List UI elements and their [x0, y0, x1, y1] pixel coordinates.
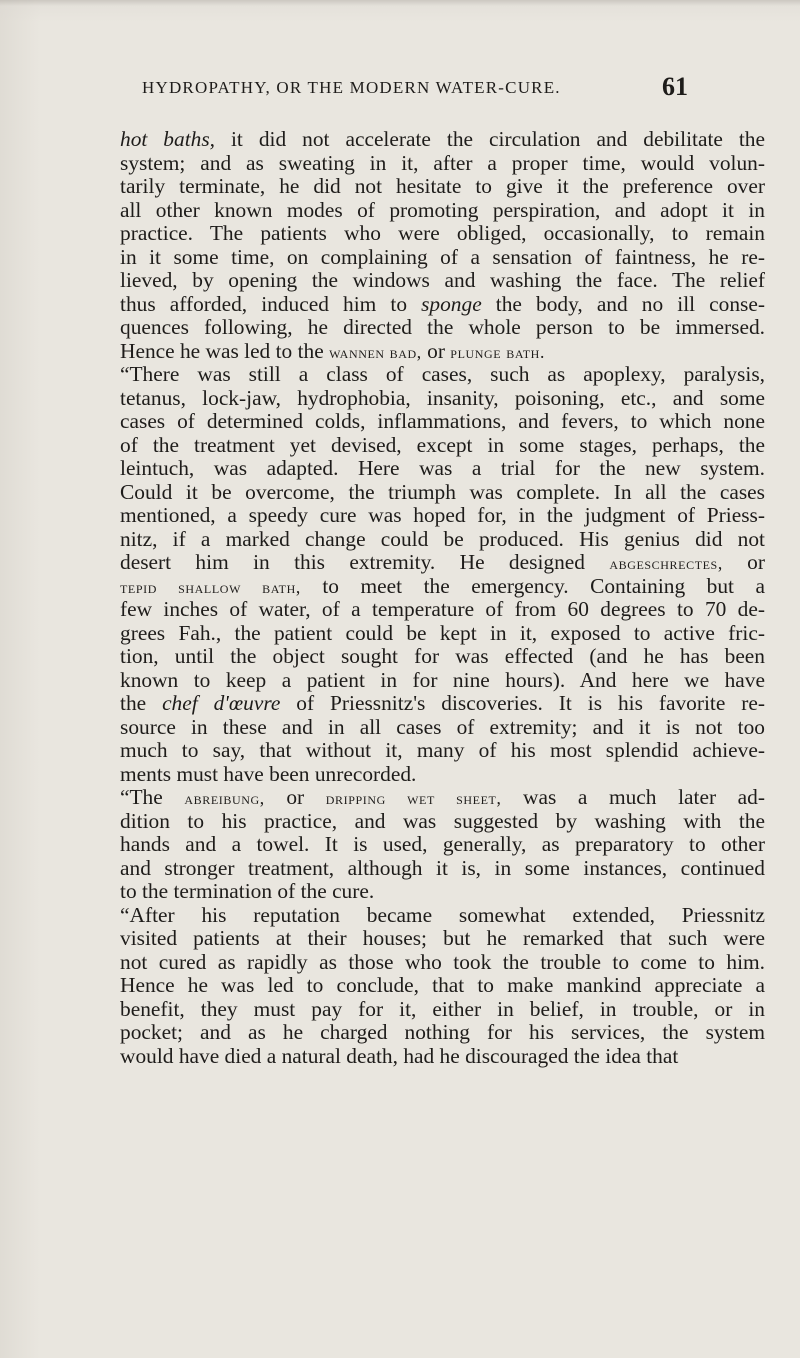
text-line — [120, 528, 765, 552]
text-line — [120, 810, 765, 834]
text-line — [120, 316, 765, 340]
text-run: thus afforded, induced him to — [120, 291, 422, 316]
text-run: grees Fah., the patient could be kept in it, exposed to active fric- — [120, 620, 765, 645]
text-line — [120, 387, 765, 411]
text-line — [120, 269, 765, 293]
text-run: “After his reputation became somewhat extended, Priessnitz — [120, 902, 765, 927]
text-line — [120, 222, 765, 246]
text-run: dition to his practice, and was suggested by washing with the — [120, 808, 765, 833]
text-line — [120, 833, 765, 857]
text-run: of the treatment yet devised, except in some stages, perhaps, the — [120, 432, 765, 457]
text-line — [120, 927, 765, 951]
text-run: it did not accelerate the circulation and debilitate the — [215, 127, 765, 151]
text-line — [120, 457, 765, 481]
italic-text: chef d'œuvre — [162, 691, 281, 715]
text-run: tion, until the object sought for was effected (and he has been — [120, 644, 765, 668]
text-line — [120, 669, 765, 693]
text-run: and stronger treatment, although it is, in some instances, continued — [120, 855, 765, 880]
text-run: “The — [120, 785, 185, 809]
text-run: all other known modes of promoting perspiration, and adopt it in — [120, 197, 765, 222]
text-line — [120, 880, 765, 904]
text-run: or — [264, 785, 326, 809]
text-run: in it some time, on complaining of a sensation of faintness, he re- — [120, 244, 765, 269]
text-run: known to keep a patient in for nine hours). And here we have — [120, 667, 765, 692]
text-run: desert him in this extremity. He designed — [120, 550, 610, 574]
page-number: 61 — [662, 72, 688, 101]
text-line — [120, 575, 765, 599]
text-line — [120, 598, 765, 622]
text-line — [120, 786, 765, 810]
text-line — [120, 763, 765, 787]
text-run: system; and as sweating in it, after a proper time, would volun- — [120, 150, 765, 175]
text-run: mentioned, a speedy cure was hoped for, in the judgment of Priess- — [120, 503, 765, 527]
text-run: tarily terminate, he did not hesitate to give it the preference over — [120, 174, 765, 198]
text-run: the body, and no ill conse- — [481, 291, 765, 316]
body-text — [120, 128, 765, 1068]
text-run: Hence he was led to conclude, that to make mankind appreciate a — [120, 973, 765, 997]
text-line — [120, 340, 765, 364]
text-line — [120, 246, 765, 270]
small-caps-text: wannen bad, — [329, 341, 422, 362]
text-line — [120, 645, 765, 669]
text-run: not cured as rapidly as those who took the trouble to come to him. — [120, 949, 765, 974]
running-head — [142, 72, 688, 108]
text-line — [120, 410, 765, 434]
text-line — [120, 857, 765, 881]
italic-text: sponge — [421, 291, 482, 316]
text-line — [120, 951, 765, 975]
small-caps-text: abgeschrectes, — [609, 553, 723, 573]
text-run: few inches of water, of a temperature of from 60 degrees to 70 de- — [120, 597, 765, 621]
text-run: to the termination of the cure. — [120, 879, 375, 903]
text-line — [120, 974, 765, 998]
text-line — [120, 363, 765, 387]
text-line — [120, 152, 765, 176]
running-title: HYDROPATHY, OR THE MODERN WATER-CURE. — [142, 78, 561, 97]
text-line — [120, 904, 765, 928]
text-run: hands and a towel. It is used, generally, as preparatory to other — [120, 832, 765, 856]
text-run: benefit, they must pay for it, either in belief, in trouble, or in — [120, 996, 765, 1021]
text-run: the — [120, 691, 163, 715]
small-caps-text: tepid shallow bath, — [120, 576, 301, 597]
text-run: pocket; and as he charged nothing for his services, the system — [120, 1020, 765, 1044]
text-line — [120, 128, 765, 152]
text-run: much to say, that without it, many of his most splendid achieve- — [120, 738, 765, 762]
text-line — [120, 692, 765, 716]
text-line — [120, 622, 765, 646]
text-run: ments must have been unrecorded. — [120, 761, 417, 786]
text-run: lieved, by opening the windows and washing the face. The relief — [120, 268, 765, 292]
text-run: would have died a natural death, had he discouraged the idea that — [120, 1043, 679, 1068]
italic-text: hot baths, — [120, 127, 216, 151]
text-line — [120, 175, 765, 199]
text-run: of Priessnitz's discoveries. It is his favorite re- — [280, 691, 765, 715]
text-run: Could it be overcome, the triumph was complete. In all the cases — [120, 479, 765, 504]
text-run: “There was still a class of cases, such as apoplexy, paralysis, — [120, 362, 765, 386]
text-run: cases of determined colds, inflammations, and fevers, to which none — [120, 409, 765, 433]
text-line — [120, 716, 765, 740]
text-line — [120, 998, 765, 1022]
text-run: tetanus, lock-jaw, hydrophobia, insanity, poisoning, etc., and some — [120, 385, 765, 410]
text-line — [120, 199, 765, 223]
small-caps-text: dripping wet sheet, — [325, 788, 502, 808]
text-line — [120, 293, 765, 317]
text-run: Hence he was led to the — [120, 338, 330, 363]
text-run: or — [421, 338, 451, 363]
text-run: practice. The patients who were obliged, occasionally, to remain — [120, 221, 765, 245]
small-caps-text: plunge bath. — [450, 341, 545, 362]
text-line — [120, 551, 765, 575]
text-run: source in these and in all cases of extremity; and it is not too — [120, 714, 765, 739]
text-run: visited patients at their houses; but he remarked that such were — [120, 926, 765, 950]
text-run: quences following, he directed the whole person to be immersed. — [120, 315, 765, 339]
text-line — [120, 739, 765, 763]
text-line — [120, 434, 765, 458]
text-run: leintuch, was adapted. Here was a trial for the new system. — [120, 456, 765, 480]
text-line — [120, 481, 765, 505]
text-line — [120, 1021, 765, 1045]
small-caps-text: abreibung, — [184, 788, 265, 808]
text-line — [120, 504, 765, 528]
text-run: was a much later ad- — [501, 785, 765, 809]
text-run: or — [722, 550, 765, 574]
text-run: to meet the emergency. Containing but a — [300, 573, 765, 598]
text-run: nitz, if a marked change could be produced. His genius did not — [120, 526, 765, 551]
text-line — [120, 1045, 765, 1069]
